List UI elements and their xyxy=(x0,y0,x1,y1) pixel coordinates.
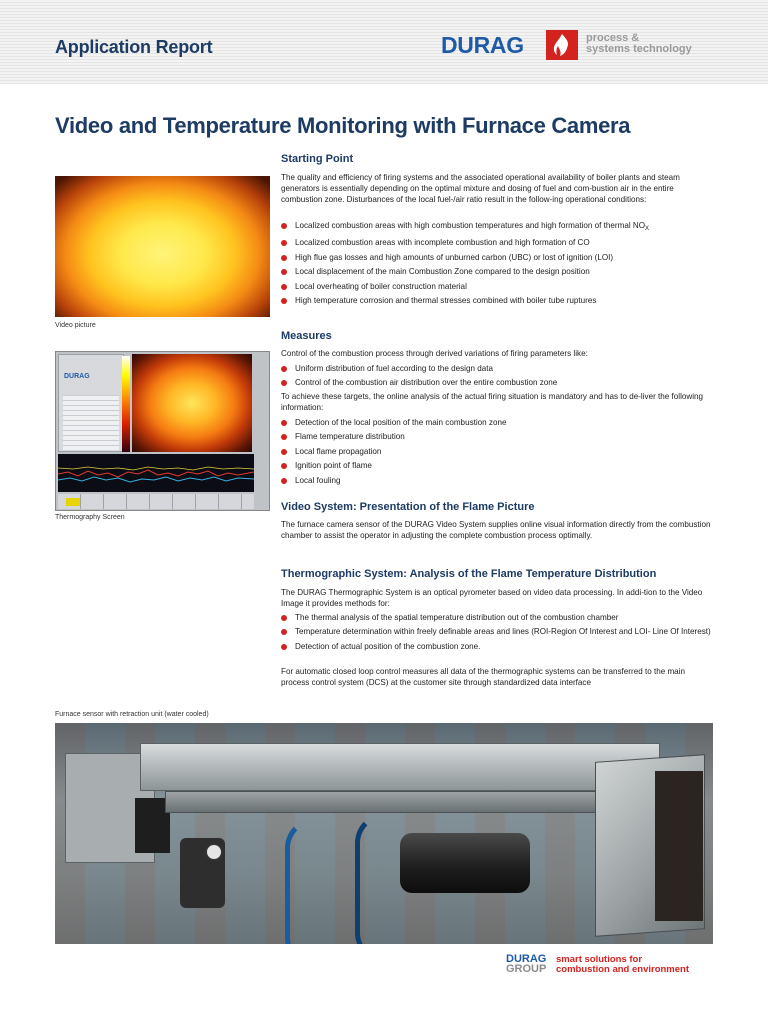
footer-word-group: GROUP xyxy=(506,963,547,975)
list-item: Localized combustion areas with incomplete combustion and high formation of CO xyxy=(281,238,711,249)
video-picture-image xyxy=(55,176,270,317)
thermo-system-outro: For automatic closed loop control measures all data of the thermographic systems can be transferred to the main process control system (DCS) at the customer site through standardized data interface xyxy=(281,667,685,687)
header-band xyxy=(0,0,768,84)
photo-caption: Furnace sensor with retraction unit (water cooled) xyxy=(55,711,209,718)
footer-word-durag: DURAG xyxy=(506,953,547,965)
list-item: High flue gas losses and high amounts of unburned carbon (UBC) or lost of ignition (LOI) xyxy=(281,253,711,264)
measures-mid: To achieve these targets, the online analysis of the actual firing situation is mandatory and has to de-liver the following information: xyxy=(281,392,704,412)
thermo-heatmap-view xyxy=(132,354,252,452)
photo-retraction-rail xyxy=(140,743,660,791)
list-item: Flame temperature distribution xyxy=(281,432,711,443)
video-system-body: The furnace camera sensor of the DURAG Video System supplies online visual information directly from the combustion chamber to assist the operator in adjusting the complete combustion process optimally. xyxy=(281,520,711,540)
list-item: The thermal analysis of the spatial temperature distribution out of the combustion chamber xyxy=(281,613,711,624)
thermography-screen-image xyxy=(55,351,270,511)
list-item: High temperature corrosion and thermal stresses combined with boiler tube ruptures xyxy=(281,296,711,307)
list-item: Ignition point of flame xyxy=(281,461,711,472)
thermo-trend-graph xyxy=(58,454,254,492)
list-item: Detection of actual position of the combustion zone. xyxy=(281,642,711,653)
page-title: Video and Temperature Monitoring with Furnace Camera xyxy=(55,113,631,138)
starting-point-list xyxy=(281,221,711,310)
photo-pressure-gauge xyxy=(205,843,223,861)
logo-tagline xyxy=(586,33,692,55)
list-item xyxy=(281,221,711,235)
furnace-sensor-photo xyxy=(55,723,713,944)
thermo-system-heading: Thermographic System: Analysis of the Flame Temperature Distribution xyxy=(281,568,657,580)
logo-tagline-2: systems technology xyxy=(586,43,692,55)
bullet-text: Localized combustion areas with high combustion temperatures and high formation of thermal NO xyxy=(295,221,646,230)
thermo-system-intro: The DURAG Thermographic System is an optical pyrometer based on video data processing. In addi-tion to the Video Image it provides methods for: xyxy=(281,588,703,608)
flame-logo-icon xyxy=(546,30,578,60)
list-item: Detection of the local position of the main combustion zone xyxy=(281,418,711,429)
thermography-caption: Thermography Screen xyxy=(55,514,125,521)
measures-intro: Control of the combustion process through derived variations of firing parameters like: xyxy=(281,349,588,358)
list-item: Uniform distribution of fuel according to the design data xyxy=(281,364,711,375)
thermo-logo: DURAG xyxy=(64,373,90,380)
starting-point-intro: The quality and efficiency of firing systems and the associated operational availability of boiler plants and steam generators is essentially depending on the optimal mixture and dosing of fuel and com-bustion air in the entire combustion zone. Disturbances of the local fuel-/air ratio result in the follow-ing operational conditions: xyxy=(281,173,680,204)
list-item: Local flame propagation xyxy=(281,447,711,458)
footer-tagline-1: smart solutions for xyxy=(556,954,643,965)
video-system-heading: Video System: Presentation of the Flame Picture xyxy=(281,501,535,513)
thermo-control-panel xyxy=(58,354,124,452)
thermo-active-button xyxy=(66,498,80,506)
measures-list-a xyxy=(281,364,711,393)
starting-point-heading: Starting Point xyxy=(281,153,354,165)
logo-wordmark: DURAG xyxy=(441,32,524,58)
photo-lower-rail xyxy=(165,791,615,813)
thermo-system-list xyxy=(281,613,711,656)
measures-list-b xyxy=(281,418,711,490)
thermo-button-bar xyxy=(58,494,254,509)
photo-housing-face xyxy=(655,771,703,921)
report-type-title: Application Report xyxy=(55,37,213,57)
list-item: Local displacement of the main Combustion Zone compared to the design position xyxy=(281,267,711,278)
photo-sensor-cylinder xyxy=(400,833,530,893)
measures-heading: Measures xyxy=(281,330,332,342)
footer-tagline-2: combustion and environment xyxy=(556,964,690,975)
list-item: Local overheating of boiler construction material xyxy=(281,282,711,293)
list-item: Temperature determination within freely definable areas and lines (ROI-Region Of Interest and LOI- Line Of Interest) xyxy=(281,627,711,638)
list-item: Local fouling xyxy=(281,476,711,487)
thermo-value-table xyxy=(63,395,119,450)
thermo-color-scale xyxy=(122,356,130,452)
list-item: Control of the combustion air distribution over the entire combustion zone xyxy=(281,378,711,389)
video-picture-caption: Video picture xyxy=(55,322,96,329)
bullet-subscript: X xyxy=(645,226,650,232)
logo-tagline-1: process & xyxy=(586,32,640,44)
